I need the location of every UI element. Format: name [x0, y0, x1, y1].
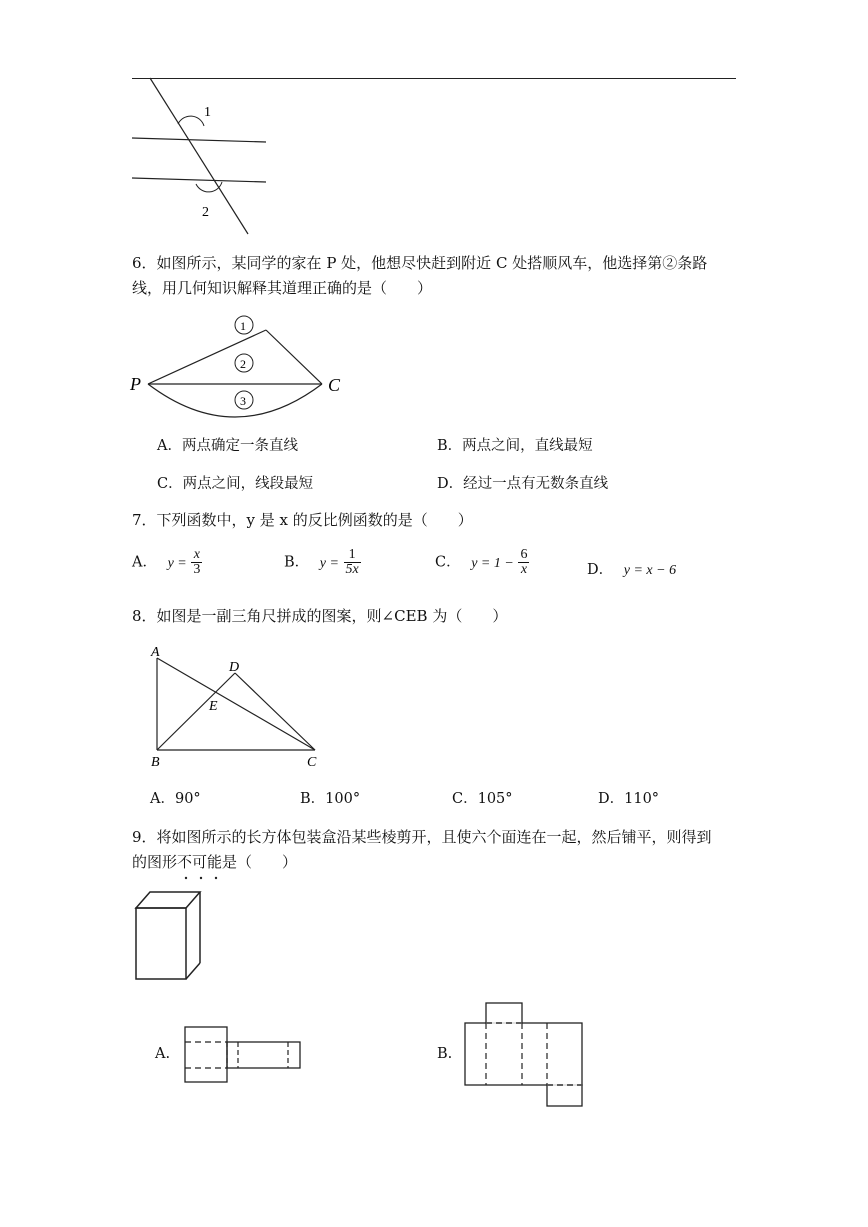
- point-E-label: E: [209, 699, 218, 714]
- point-B-label: B: [151, 755, 160, 770]
- q9-option-b-net[interactable]: [460, 998, 590, 1113]
- q7-stem: 7．下列函数中，y 是 x 的反比例函数的是（ ）: [132, 511, 473, 529]
- q8-option-d[interactable]: D．110°: [598, 791, 660, 807]
- q6-stem-line2: 线，用几何知识解释其道理正确的是（ ）: [132, 279, 433, 297]
- fraction: $\frac{1}{5x}$: [345, 547, 359, 577]
- angle-2-label: 2: [202, 205, 209, 220]
- svg-text:1: 1: [240, 319, 246, 333]
- q9-box-figure: [130, 884, 200, 984]
- q8-option-a[interactable]: A．90°: [150, 791, 201, 807]
- svg-text:3: 3: [240, 394, 246, 408]
- q9-option-a-label[interactable]: A.: [155, 1046, 171, 1062]
- q8-stem: 8．如图是一副三角尺拼成的图案，则∠CEB 为（ ）: [132, 607, 508, 625]
- q7-option-c[interactable]: C． y = 1 − $\frac{6}{x}$: [435, 547, 528, 577]
- q7-option-a[interactable]: A． y = $\frac{x}{3}$: [132, 547, 201, 577]
- q9-stem-line1: 9．将如图所示的长方体包装盒沿某些棱剪开，且使六个面连在一起，然后铺平，则得到: [132, 828, 712, 846]
- q7-option-b[interactable]: B． y = $\frac{1}{5x}$: [284, 547, 359, 577]
- q6-option-d[interactable]: D．经过一点有无数条直线: [437, 476, 609, 492]
- point-A-label: A: [151, 645, 160, 660]
- q9-option-a-net[interactable]: [180, 1022, 310, 1092]
- q6-option-a[interactable]: A．两点确定一条直线: [157, 438, 298, 454]
- q5-figure: [128, 70, 278, 240]
- q8-option-c[interactable]: C．105°: [452, 791, 513, 807]
- fraction: $\frac{6}{x}$: [520, 547, 528, 577]
- q8-option-b[interactable]: B．100°: [300, 791, 361, 807]
- q6-option-c[interactable]: C．两点之间，线段最短: [157, 476, 314, 492]
- point-P-label: P: [130, 374, 141, 394]
- q9-stem-line2: 的图形不可能是（ ）: [132, 853, 298, 871]
- point-C-label: C: [307, 755, 317, 770]
- q6-stem-line1: 6．如图所示，某同学的家在 P 处，他想尽快赶到附近 C 处搭顺风车，他选择第②条路: [132, 254, 708, 272]
- q8-triangle-figure: [145, 640, 345, 775]
- point-D-label: D: [229, 660, 240, 675]
- point-C-label: C: [328, 375, 341, 395]
- svg-text:2: 2: [240, 357, 246, 371]
- emphasis-dots: [182, 875, 242, 881]
- q6-option-b[interactable]: B．两点之间，直线最短: [437, 438, 593, 454]
- q6-route-figure: [128, 310, 358, 420]
- q7-option-d[interactable]: D． y = x − 6: [587, 562, 677, 578]
- q9-option-b-label[interactable]: B.: [437, 1046, 453, 1062]
- fraction: $\frac{x}{3}$: [193, 547, 201, 577]
- angle-1-label: 1: [204, 105, 211, 120]
